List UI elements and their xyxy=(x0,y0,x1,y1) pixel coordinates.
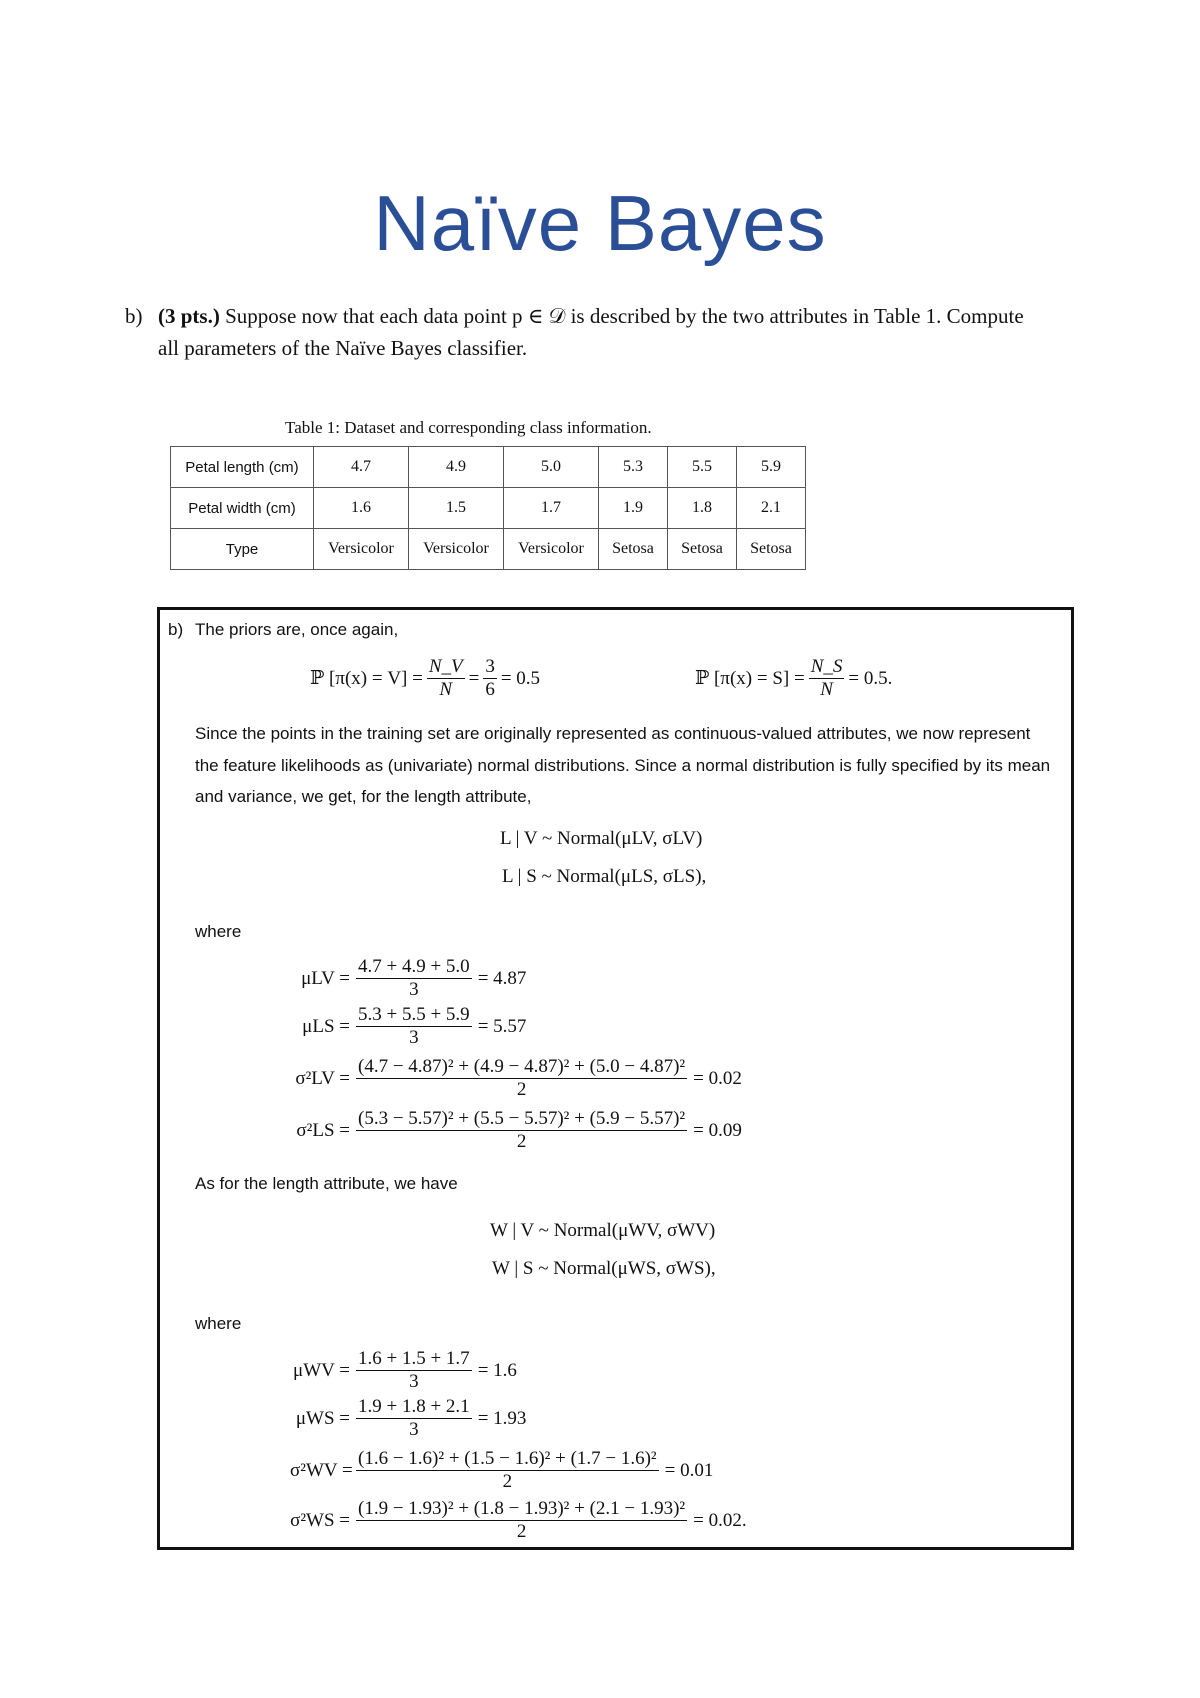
prior-v-num: N_V xyxy=(428,656,463,677)
eq-sigma-ws xyxy=(290,1498,747,1543)
table-cell: Setosa xyxy=(668,529,737,570)
table-cell: 1.6 xyxy=(314,488,409,529)
eq-lhs: μLV = xyxy=(301,967,350,989)
prior-v-result: = 0.5 xyxy=(500,667,541,689)
eq-result: = 5.57 xyxy=(477,1015,527,1037)
eq-sigma-wv xyxy=(290,1448,713,1493)
row-header-type: Type xyxy=(171,529,314,570)
eq-mu-ls xyxy=(290,1004,526,1049)
answer-label: b) xyxy=(168,620,184,639)
eq-numerator: (1.9 − 1.93)² + (1.8 − 1.93)² + (2.1 − 1.93)² xyxy=(358,1498,686,1519)
prior-setosa xyxy=(695,656,892,701)
question-points: (3 pts.) xyxy=(158,304,220,328)
eq-lhs: μWV = xyxy=(293,1359,350,1381)
prior-versicolor xyxy=(310,656,540,701)
eq-lhs: σ²LS = xyxy=(296,1119,350,1141)
table-cell: 5.0 xyxy=(504,447,599,488)
row-header-length: Petal length (cm) xyxy=(171,447,314,488)
prior-s-result: = 0.5. xyxy=(848,667,893,689)
table-cell: Versicolor xyxy=(314,529,409,570)
question-block xyxy=(125,300,1025,364)
table-cell: 4.7 xyxy=(314,447,409,488)
normal-length-s: L | S ~ Normal(μLS, σLS), xyxy=(502,866,707,887)
prior-v-den2: 6 xyxy=(485,679,495,700)
eq-denominator: 2 xyxy=(356,1078,687,1101)
eq-denominator: 3 xyxy=(356,1418,472,1441)
table-cell: Versicolor xyxy=(409,529,504,570)
likelihood-paragraph: Since the points in the training set are originally represented as continuous-valued attributes, we now represent the feature likelihoods as (univariate) normal distributions. Since a normal distribution is fully specified by its mean and variance, we get, for the length attribute, xyxy=(195,724,1051,806)
eq-sigma-lv xyxy=(290,1056,742,1101)
question-text: Suppose now that each data point p ∈ 𝒟 is described by the two attributes in Table 1. Compute all parameters of the Naïve Bayes classifier. xyxy=(158,304,1024,360)
table-cell: 1.5 xyxy=(409,488,504,529)
eq-lhs: σ²WS = xyxy=(290,1509,350,1531)
eq-lhs: μWS = xyxy=(295,1407,350,1429)
table-cell: 4.9 xyxy=(409,447,504,488)
table-cell: Versicolor xyxy=(504,529,599,570)
eq-sigma-ls xyxy=(290,1108,742,1153)
table-cell: Setosa xyxy=(599,529,668,570)
eq-result: = 0.09 xyxy=(693,1119,742,1141)
table-row xyxy=(171,529,806,570)
table-caption: Table 1: Dataset and corresponding class information. xyxy=(285,418,652,437)
dataset-table xyxy=(170,446,806,570)
eq-numerator: (5.3 − 5.57)² + (5.5 − 5.57)² + (5.9 − 5.57)² xyxy=(358,1108,686,1129)
prior-v-eq: = xyxy=(468,667,480,689)
eq-result: = 0.02 xyxy=(693,1067,742,1089)
normal-width-s: W | S ~ Normal(μWS, σWS), xyxy=(492,1258,716,1279)
eq-denominator: 3 xyxy=(356,1026,472,1049)
normal-width-v: W | V ~ Normal(μWV, σWV) xyxy=(490,1220,716,1241)
table-cell: 5.9 xyxy=(737,447,806,488)
eq-result: = 4.87 xyxy=(477,967,527,989)
eq-lhs: μLS = xyxy=(302,1015,350,1037)
eq-denominator: 3 xyxy=(356,1370,472,1393)
table-row xyxy=(171,488,806,529)
prior-v-den: N xyxy=(427,678,465,701)
eq-result: = 1.6 xyxy=(477,1359,517,1381)
prior-s-lhs: ℙ [π(x) = S] = xyxy=(695,668,805,689)
where-label: where xyxy=(195,922,242,941)
where-label: where xyxy=(195,1314,242,1333)
width-intro: As for the length attribute, we have xyxy=(195,1174,458,1193)
question-label: b) xyxy=(125,304,143,328)
table-row xyxy=(171,447,806,488)
eq-result: = 0.01 xyxy=(664,1459,714,1481)
eq-lhs: σ²WV = xyxy=(290,1459,353,1481)
eq-numerator: (1.6 − 1.6)² + (1.5 − 1.6)² + (1.7 − 1.6)² xyxy=(358,1448,657,1469)
eq-result: = 0.02. xyxy=(693,1509,747,1531)
answer-intro: The priors are, once again, xyxy=(195,620,399,639)
table-cell: 1.8 xyxy=(668,488,737,529)
eq-numerator: (4.7 − 4.87)² + (4.9 − 4.87)² + (5.0 − 4.87)² xyxy=(358,1056,686,1077)
normal-length-v: L | V ~ Normal(μLV, σLV) xyxy=(500,828,703,849)
eq-denominator: 2 xyxy=(356,1520,687,1543)
eq-mu-lv xyxy=(290,956,526,1001)
page-title: Naïve Bayes xyxy=(373,179,827,267)
eq-mu-wv xyxy=(290,1348,517,1393)
eq-numerator: 1.9 + 1.8 + 2.1 xyxy=(358,1396,470,1417)
table-cell: 1.9 xyxy=(599,488,668,529)
eq-lhs: σ²LV = xyxy=(295,1067,350,1089)
row-header-width: Petal width (cm) xyxy=(171,488,314,529)
eq-numerator: 4.7 + 4.9 + 5.0 xyxy=(358,956,470,977)
prior-s-num: N_S xyxy=(810,656,843,677)
prior-v-lhs: ℙ [π(x) = V] = xyxy=(310,668,423,689)
eq-denominator: 2 xyxy=(356,1130,687,1153)
prior-v-num2: 3 xyxy=(485,656,495,677)
table-cell: 5.3 xyxy=(599,447,668,488)
eq-numerator: 5.3 + 5.5 + 5.9 xyxy=(358,1004,470,1025)
table-cell: 2.1 xyxy=(737,488,806,529)
table-cell: Setosa xyxy=(737,529,806,570)
eq-numerator: 1.6 + 1.5 + 1.7 xyxy=(358,1348,470,1369)
eq-denominator: 3 xyxy=(356,978,472,1001)
eq-result: = 1.93 xyxy=(477,1407,527,1429)
prior-s-den: N xyxy=(809,678,845,701)
eq-mu-ws xyxy=(290,1396,526,1441)
eq-denominator: 2 xyxy=(356,1470,659,1493)
table-cell: 1.7 xyxy=(504,488,599,529)
table-cell: 5.5 xyxy=(668,447,737,488)
answer-box xyxy=(157,607,1074,1550)
